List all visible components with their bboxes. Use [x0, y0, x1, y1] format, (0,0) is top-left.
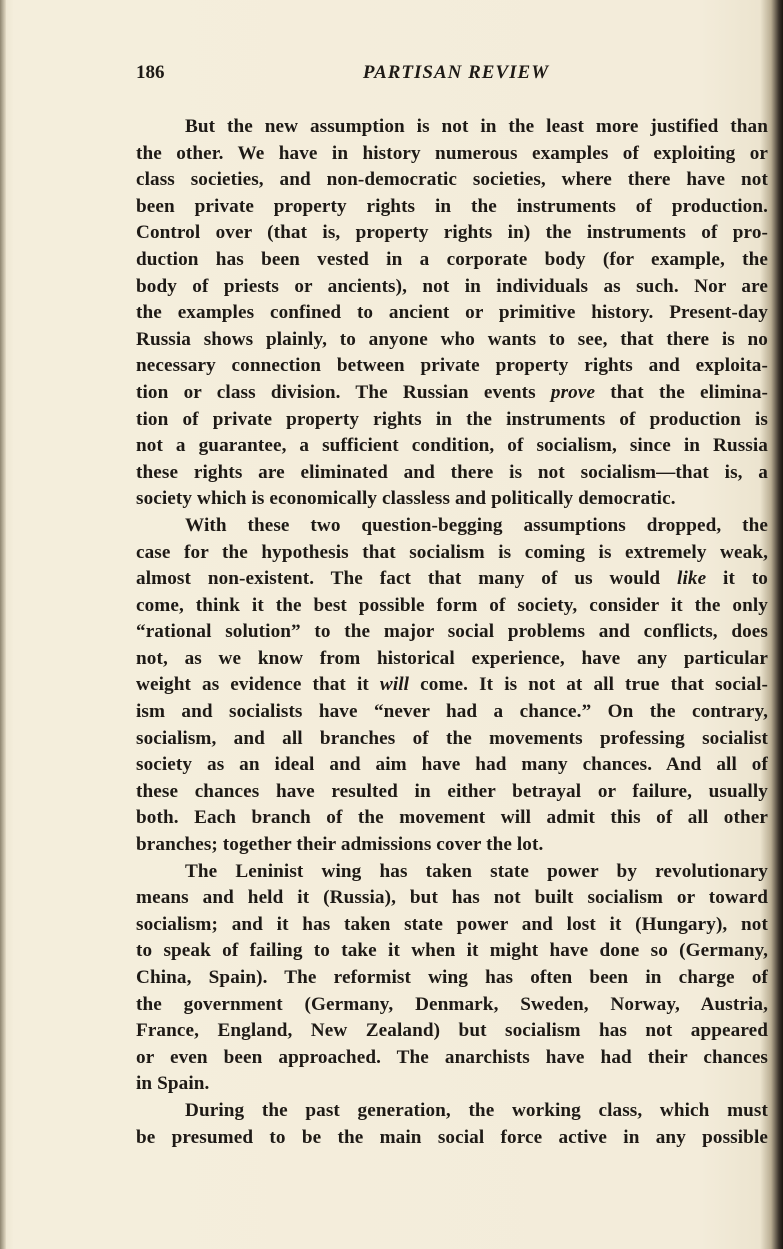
text-line: With these two question-begging assumptions dropped, the — [185, 514, 768, 536]
text-line: weight as evidence that it will come. It is not at all true that social- — [136, 674, 768, 696]
text-line: Control over (that is, property rights in) the instruments of pro- — [136, 222, 768, 244]
text-line: case for the hypothesis that socialism is coming is extremely weak, — [136, 541, 768, 563]
paragraph — [136, 859, 768, 1098]
text-line: tion or class division. The Russian events prove that the elimina- — [136, 381, 768, 403]
page-number: 186 — [136, 62, 165, 83]
text-line: France, England, New Zealand) but socialism has not appeared — [136, 1020, 768, 1042]
text-line: class societies, and non-democratic societies, where there have not — [136, 169, 768, 191]
text-line: these rights are eliminated and there is not socialism—that is, a — [136, 461, 768, 483]
text-line: the examples confined to ancient or primitive history. Present-day — [136, 302, 768, 324]
text-line: not, as we know from historical experience, have any particular — [136, 647, 768, 669]
running-title: PARTISAN REVIEW — [362, 62, 550, 83]
text-line: the other. We have in history numerous examples of exploiting or — [136, 142, 768, 164]
text-line: these chances have resulted in either betrayal or failure, usually — [136, 780, 768, 802]
text-line: China, Spain). The reformist wing has often been in charge of — [136, 967, 768, 988]
text-line: come, think it the best possible form of society, consider it the only — [136, 594, 768, 616]
text-line: socialism, and all branches of the movements professing socialist — [136, 727, 768, 749]
text-line: ism and socialists have “never had a chance.” On the contrary, — [136, 701, 768, 723]
text-line: “rational solution” to the major social problems and conflicts, does — [136, 621, 768, 643]
text-line: necessary connection between private property rights and exploita- — [136, 355, 768, 377]
page-header — [136, 62, 766, 90]
text-line: Russia shows plainly, to anyone who wants to see, that there is no — [136, 328, 768, 350]
text-line: socialism; and it has taken state power and lost it (Hungary), not — [136, 913, 768, 935]
text-line: not a guarantee, a sufficient condition, of socialism, since in Russia — [136, 435, 768, 457]
paragraph — [136, 513, 768, 859]
text-line: to speak of failing to take it when it might have done so (Germany, — [136, 940, 768, 962]
page-edge — [0, 0, 6, 1249]
text-line: The Leninist wing has taken state power by revolutionary — [185, 860, 768, 882]
text-line: the government (Germany, Denmark, Sweden, Norway, Austria, — [136, 993, 768, 1015]
text-line: means and held it (Russia), but has not built socialism or toward — [136, 887, 768, 909]
text-line: society which is economically classless and politically democratic. — [136, 488, 676, 510]
paragraph — [136, 1098, 768, 1151]
text-line: or even been approached. The anarchists have had their chances — [136, 1046, 768, 1068]
text-line: almost non-existent. The fact that many of us would like it to — [136, 568, 768, 590]
text-line: But the new assumption is not in the least more justified than — [185, 116, 768, 137]
text-line: During the past generation, the working class, which must — [185, 1099, 768, 1121]
text-line: body of priests or ancients), not in individuals as such. Nor are — [136, 275, 768, 297]
text-line: duction has been vested in a corporate body (for example, the — [136, 248, 768, 270]
text-line: branches; together their admissions cover the lot. — [136, 834, 544, 856]
text-line: tion of private property rights in the instruments of production is — [136, 408, 768, 430]
paragraph — [136, 114, 768, 513]
text-line: in Spain. — [136, 1073, 210, 1095]
text-line: be presumed to be the main social force active in any possible — [136, 1126, 768, 1148]
text-line: been private property rights in the instruments of production. — [136, 195, 768, 217]
text-line: society as an ideal and aim have had many chances. And all of — [136, 754, 768, 776]
text-line: both. Each branch of the movement will admit this of all other — [136, 807, 768, 829]
body-text — [136, 114, 768, 1151]
